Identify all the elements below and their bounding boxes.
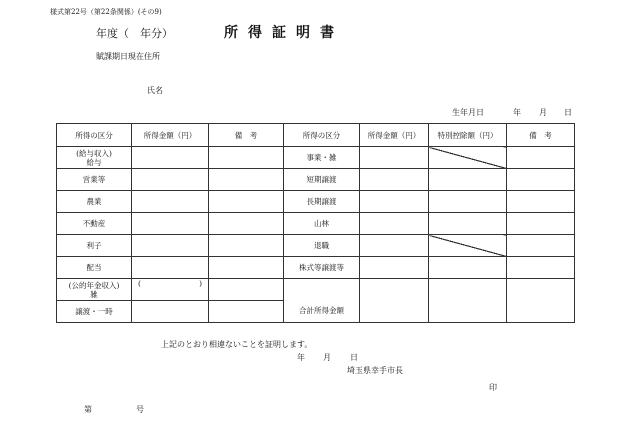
header-special-deduction: 特別控除額（円） [429, 124, 507, 147]
amount-cell[interactable] [132, 235, 209, 257]
amount-cell[interactable] [360, 147, 429, 169]
amount-cell[interactable] [132, 257, 209, 279]
table-row [57, 235, 575, 257]
table-row [57, 279, 575, 301]
category-stock-transfer: 株式等譲渡等 [284, 257, 360, 279]
remarks-cell[interactable] [209, 279, 284, 301]
birth-date-label: 生年月日 [452, 108, 484, 117]
category-dividend: 配当 [57, 257, 132, 279]
header-remarks-right: 備 考 [507, 124, 575, 147]
amount-cell[interactable] [360, 191, 429, 213]
deduction-cell[interactable] [429, 191, 507, 213]
total-amount-cell[interactable] [360, 279, 429, 323]
category-long-term-transfer: 長期譲渡 [284, 191, 360, 213]
total-deduction-cell[interactable] [429, 279, 507, 323]
remarks-cell[interactable] [507, 191, 575, 213]
amount-cell[interactable] [132, 301, 209, 323]
deduction-cell[interactable] [429, 213, 507, 235]
number-suffix: 号 [136, 405, 144, 414]
amount-cell[interactable] [360, 169, 429, 191]
pension-amount-cell[interactable] [132, 279, 209, 301]
birth-month-label: 月 [539, 108, 547, 117]
category-forestry: 山林 [284, 213, 360, 235]
deduction-cell-crossed [429, 235, 507, 257]
issue-month-label: 月 [323, 353, 331, 362]
remarks-cell[interactable] [507, 147, 575, 169]
issue-year-label: 年 [297, 353, 305, 362]
page-title: 所得証明書 [224, 25, 344, 41]
remarks-cell[interactable] [209, 147, 284, 169]
category-pension-misc: (公的年金収入) 雑 [57, 279, 132, 301]
total-remarks-cell[interactable] [507, 279, 575, 323]
fiscal-year-label: 年度（ 年分） [96, 27, 173, 40]
income-table [56, 123, 575, 323]
amount-cell[interactable] [360, 235, 429, 257]
issuer-name: 埼玉県幸手市長 [347, 366, 403, 375]
header-income-amount-left: 所得金額（円） [132, 124, 209, 147]
amount-cell[interactable] [360, 257, 429, 279]
table-row [57, 147, 575, 169]
category-retirement: 退職 [284, 235, 360, 257]
remarks-cell[interactable] [209, 257, 284, 279]
deduction-cell[interactable] [429, 257, 507, 279]
amount-cell[interactable] [132, 147, 209, 169]
remarks-cell[interactable] [507, 213, 575, 235]
header-income-amount-right: 所得金額（円） [360, 124, 429, 147]
remarks-cell[interactable] [209, 235, 284, 257]
amount-cell[interactable] [360, 213, 429, 235]
table-row [57, 213, 575, 235]
remarks-cell[interactable] [209, 191, 284, 213]
table-row [57, 191, 575, 213]
paren-close: ) [199, 279, 202, 288]
category-real-estate: 不動産 [57, 213, 132, 235]
amount-cell[interactable] [132, 191, 209, 213]
issue-day-label: 日 [350, 353, 358, 362]
category-operating: 営業等 [57, 169, 132, 191]
remarks-cell[interactable] [209, 301, 284, 323]
amount-cell[interactable] [132, 213, 209, 235]
name-label: 氏名 [147, 86, 163, 95]
header-income-category-left: 所得の区分 [57, 124, 132, 147]
birth-day-label: 日 [564, 108, 572, 117]
deduction-cell[interactable] [429, 169, 507, 191]
amount-cell[interactable] [132, 169, 209, 191]
category-interest: 利子 [57, 235, 132, 257]
table-row [57, 169, 575, 191]
remarks-cell[interactable] [507, 235, 575, 257]
form-number: 様式第22号（第22条関係）(その9) [50, 8, 162, 16]
remarks-cell[interactable] [209, 213, 284, 235]
table-header-row [57, 124, 575, 147]
category-short-term-transfer: 短期譲渡 [284, 169, 360, 191]
category-business-misc: 事業・雑 [284, 147, 360, 169]
address-label: 賦課期日現在住所 [96, 52, 160, 61]
category-salary: (給与収入) 給与 [57, 147, 132, 169]
seal-mark: 印 [489, 383, 497, 392]
birth-year-label: 年 [513, 108, 521, 117]
remarks-cell[interactable] [507, 257, 575, 279]
category-transfer-temporary: 譲渡・一時 [57, 301, 132, 323]
category-agriculture: 農業 [57, 191, 132, 213]
header-income-category-right: 所得の区分 [284, 124, 360, 147]
deduction-cell-crossed [429, 147, 507, 169]
remarks-cell[interactable] [209, 169, 284, 191]
category-total-income: 合計所得金額 [284, 279, 360, 323]
number-prefix: 第 [84, 405, 92, 414]
remarks-cell[interactable] [507, 169, 575, 191]
paren-open: ( [138, 279, 141, 288]
certification-text: 上記のとおり相違ないことを証明します。 [161, 340, 313, 349]
header-remarks-left: 備 考 [209, 124, 284, 147]
table-row [57, 257, 575, 279]
